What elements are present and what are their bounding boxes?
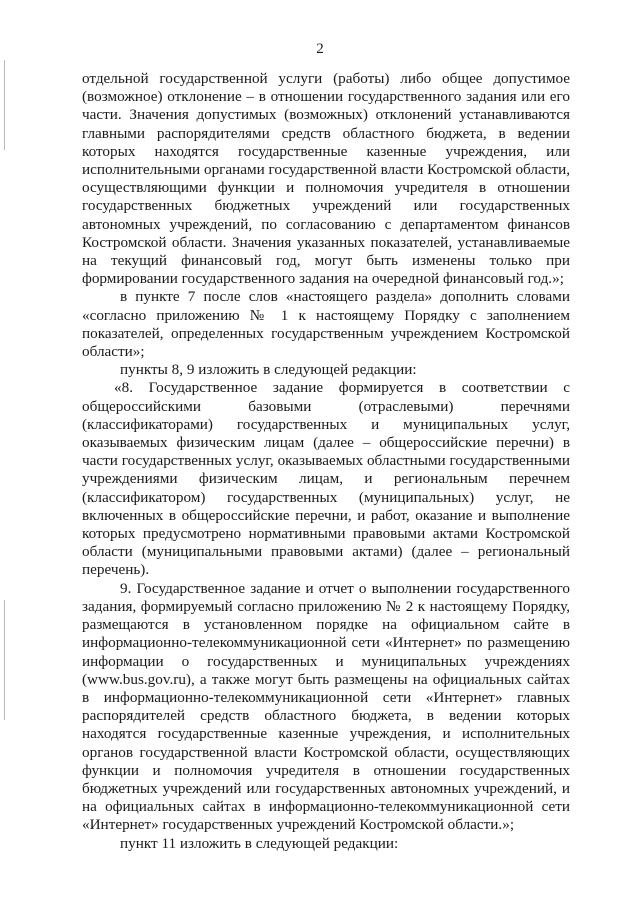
paragraph-permissible-deviation: отдельной государственной услуги (работы) либо общее допустимое (возможное) отклонение – в отношении государственного задания или его части. Значения допустимых (возможных) отклонений устанавливаются главными распорядителями средств областного бюджета, в ведении которых находятся государственные казенные учреждения, или исполнительными органами государственной власти Костромской области, осуществляющими функции и полномочия учредителя в отношении государственных бюджетных учреждений или государственных автономных учреждений, по согласованию с департаментом финансов Костромской области. Значения указанных показателей, устанавливаемые на текущий финансовый год, могут быть изменены только при формировании государственного задания на очередной финансовый год.»; — [82, 70, 571, 288]
paragraph-point-7-amendment: в пункте 7 после слов «настоящего раздела» дополнить словами «согласно приложению № 1 к настоящему Порядку с заполнением показателей, определенных государственным учреждением Костромской области»; — [82, 288, 570, 361]
scan-edge-mark — [4, 60, 5, 150]
paragraph-points-8-9-intro: пункты 8, 9 изложить в следующей редакции: — [120, 361, 417, 379]
page-number: 2 — [316, 41, 324, 57]
scan-edge-mark — [4, 600, 5, 720]
paragraph-point-9: 9. Государственное задание и отчет о выполнении государственного задания, формируемый согласно приложению № 2 к настоящему Порядку, размещаются в установленном порядке на официальном сайте в информационно-телекоммуникационной сети «Интернет» по размещению информации о государственных и муниципальных учреждениях (www.bus.gov.ru), а также могут быть размещены на официальных сайтах в информационно-телекоммуникационной сети «Интернет» главных распорядителей средств областного бюджета, в ведении которых находятся государственные казенные учреждения, и исполнительных органов государственной власти Костромской области, осуществляющих функции и полномочия учредителя в отношении государственных бюджетных учреждений или государственных автономных учреждений, и на официальных сайтах в информационно-телекоммуникационной сети «Интернет» государственных учреждений Костромской области.»; — [82, 579, 570, 834]
paragraph-point-11-intro: пункт 11 изложить в следующей редакции: — [120, 834, 399, 852]
document-body — [82, 70, 570, 853]
paragraph-point-8: «8. Государственное задание формируется в соответствии с общероссийскими базовыми (отраслевыми) перечнями (классификаторами) государственных и муниципальных услуг, оказываемых физическим лицам (далее – общероссийские перечни) в части государственных услуг, оказываемых областными государственными учреждениями физическим лицам, и региональным перечнем (классификатором) государственных (муниципальных) услуг, не включенных в общероссийские перечни, и работ, оказание и выполнение которых предусмотрено нормативными правовыми актами Костромской области (муниципальными правовыми актами) (далее – региональный перечень). — [82, 379, 570, 579]
